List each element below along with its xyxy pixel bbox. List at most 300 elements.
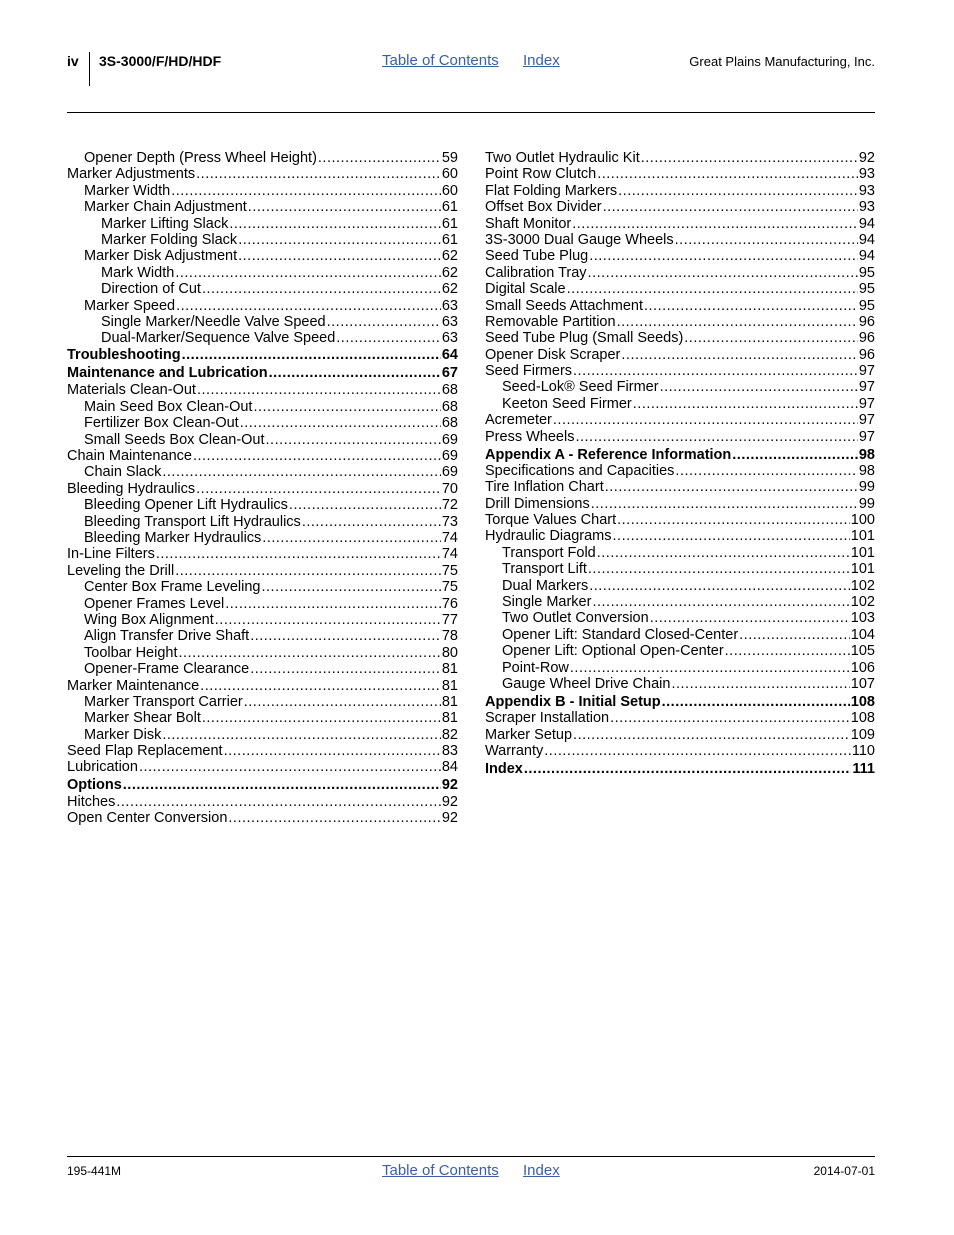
toc-leader-dots [250, 628, 441, 644]
toc-entry[interactable] [485, 512, 875, 528]
toc-entry-page: 95 [858, 297, 875, 314]
toc-entry-page: 99 [858, 479, 875, 496]
toc-entry[interactable] [67, 448, 458, 464]
toc-entry[interactable] [67, 743, 458, 759]
toc-entry-page: 93 [858, 166, 875, 183]
toc-leader-dots [641, 150, 858, 166]
toc-entry-label: Marker Chain Adjustment [84, 199, 247, 216]
toc-entry-label: Chain Maintenance [67, 448, 192, 465]
toc-entry-page: 94 [858, 215, 875, 232]
toc-entry-label: Direction of Cut [101, 281, 201, 298]
toc-entry-label: Digital Scale [485, 281, 566, 298]
toc-entry-label: Center Box Frame Leveling [84, 579, 261, 596]
toc-entry-label: Marker Transport Carrier [84, 693, 243, 710]
toc-entry-page: 97 [858, 363, 875, 380]
toc-leader-dots [621, 347, 857, 363]
toc-entry-label: Calibration Tray [485, 264, 587, 281]
toc-leader-dots [575, 429, 857, 445]
toc-entry-label: Offset Box Divider [485, 199, 602, 216]
toc-leader-dots [588, 561, 850, 577]
toc-entry-label: Main Seed Box Clean-Out [84, 398, 253, 415]
toc-entry[interactable] [67, 347, 458, 363]
toc-entry-label: Leveling the Drill [67, 562, 175, 579]
toc-entry-page: 72 [441, 497, 458, 514]
toc-entry-label: Marker Maintenance [67, 677, 200, 694]
toc-entry[interactable] [485, 447, 875, 463]
toc-entry-page: 74 [441, 529, 458, 546]
toc-entry[interactable] [485, 232, 875, 248]
toc-entry[interactable] [67, 579, 458, 595]
toc-entry-label: Maintenance and Lubrication [67, 364, 268, 381]
toc-entry-label: Small Seeds Attachment [485, 297, 643, 314]
toc-leader-dots [116, 794, 441, 810]
page-number-roman: iv [67, 53, 79, 69]
toc-entry-page: 61 [441, 215, 458, 232]
toc-entry-page: 81 [441, 677, 458, 694]
toc-entry-label: Bleeding Hydraulics [67, 480, 196, 497]
toc-entry-label: Acremeter [485, 412, 552, 429]
toc-entry-page: 103 [850, 610, 875, 627]
toc-leader-dots [193, 448, 441, 464]
toc-entry[interactable] [67, 216, 458, 232]
toc-entry-label: Hydraulic Diagrams [485, 528, 612, 545]
toc-entry-label: Wing Box Alignment [84, 611, 214, 628]
toc-leader-dots [224, 743, 441, 759]
toc-entry-label: In-Line Filters [67, 546, 155, 563]
toc-entry[interactable] [67, 497, 458, 513]
toc-entry[interactable] [67, 514, 458, 530]
toc-entry-page: 78 [441, 628, 458, 645]
toc-entry[interactable] [485, 150, 875, 166]
toc-entry[interactable] [67, 432, 458, 448]
toc-entry-label: Scraper Installation [485, 710, 610, 727]
toc-leader-dots [318, 150, 441, 166]
toc-entry[interactable] [485, 727, 875, 743]
toc-leader-dots [238, 248, 441, 264]
toc-entry-label: Appendix A - Reference Information [485, 446, 732, 463]
toc-entry-label: Keeton Seed Firmer [502, 395, 632, 412]
toc-leader-dots [573, 727, 850, 743]
toc-entry[interactable] [485, 643, 875, 659]
toc-entry-label: Appendix B - Initial Setup [485, 693, 661, 710]
toc-leader-dots [240, 415, 441, 431]
toc-entry-label: Dual Markers [502, 577, 589, 594]
toc-leader-dots [156, 546, 441, 562]
toc-entry-page: 75 [441, 562, 458, 579]
toc-entry[interactable] [67, 365, 458, 381]
toc-entry-label: Fertilizer Box Clean-Out [84, 415, 239, 432]
toc-leader-dots [591, 496, 858, 512]
toc-entry-label: Opener-Frame Clearance [84, 661, 250, 678]
toc-entry-page: 110 [851, 743, 875, 760]
toc-entry-page: 97 [858, 428, 875, 445]
model-title: 3S-3000/F/HD/HDF [99, 53, 222, 69]
toc-leader-dots [162, 464, 440, 480]
toc-leader-dots [262, 579, 441, 595]
toc-leader-dots [597, 545, 850, 561]
toc-leader-dots [553, 412, 858, 428]
toc-entry[interactable] [485, 429, 875, 445]
toc-entry-label: Marker Lifting Slack [101, 215, 229, 232]
toc-leader-dots [644, 298, 858, 314]
revision-date: 2014-07-01 [813, 1164, 875, 1178]
toc-entry[interactable] [67, 678, 458, 694]
index-link-header[interactable]: Index [523, 52, 560, 69]
toc-entry[interactable] [485, 610, 875, 626]
toc-entry-page: 94 [858, 231, 875, 248]
toc-entry[interactable] [485, 248, 875, 264]
toc-entry-page: 59 [441, 150, 458, 166]
toc-entry-label: Mark Width [101, 264, 175, 281]
toc-entry[interactable] [67, 199, 458, 215]
toc-entry[interactable] [485, 594, 875, 610]
toc-entry[interactable] [67, 661, 458, 677]
toc-entry-label: Two Outlet Hydraulic Kit [485, 150, 640, 166]
toc-leader-dots [725, 643, 850, 659]
toc-leader-dots [262, 530, 441, 546]
toc-entry[interactable] [67, 183, 458, 199]
toc-entry-label: 3S-3000 Dual Gauge Wheels [485, 231, 674, 248]
toc-leader-dots [650, 610, 850, 626]
toc-leader-dots [139, 759, 441, 775]
toc-entry[interactable] [485, 166, 875, 182]
toc-entry-page: 69 [441, 464, 458, 481]
toc-leader-dots [196, 481, 441, 497]
toc-leader-dots [182, 347, 441, 363]
toc-leader-dots [175, 265, 441, 281]
toc-entry-label: Press Wheels [485, 428, 575, 445]
toc-entry-page: 84 [441, 759, 458, 776]
toc-entry[interactable] [485, 363, 875, 379]
toc-entry[interactable] [485, 347, 875, 363]
toc-entry-page: 80 [441, 644, 458, 661]
toc-entry-page: 62 [441, 264, 458, 281]
toc-entry[interactable] [67, 298, 458, 314]
toc-entry-page: 63 [441, 313, 458, 330]
toc-entry-page: 105 [850, 643, 875, 660]
toc-entry-page: 62 [441, 248, 458, 265]
index-link-footer[interactable]: Index [523, 1162, 560, 1179]
toc-entry-label: Opener Disk Scraper [485, 346, 621, 363]
toc-leader-dots [617, 314, 858, 330]
toc-leader-dots [589, 578, 850, 594]
toc-entry-label: Bleeding Opener Lift Hydraulics [84, 497, 288, 514]
toc-entry-page: 60 [441, 182, 458, 199]
toc-leader-dots [266, 432, 441, 448]
toc-leader-dots [597, 166, 858, 182]
toc-entry[interactable] [67, 794, 458, 810]
toc-leader-dots [228, 810, 440, 826]
toc-entry-page: 98 [858, 446, 875, 463]
toc-entry[interactable] [67, 727, 458, 743]
toc-entry-label: Marker Disk [84, 726, 162, 743]
toc-leader-dots [633, 396, 858, 412]
toc-entry-label: Transport Fold [502, 544, 596, 561]
toc-entry-label: Transport Lift [502, 561, 587, 578]
toc-leader-dots [197, 382, 441, 398]
toc-entry-page: 69 [441, 431, 458, 448]
toc-entry-page: 83 [441, 743, 458, 760]
toc-entry[interactable] [67, 759, 458, 775]
toc-entry-label: Specifications and Capacities [485, 462, 675, 479]
toc-entry-label: Bleeding Transport Lift Hydraulics [84, 513, 301, 530]
company-name: Great Plains Manufacturing, Inc. [689, 54, 875, 69]
toc-entry-label: Seed-Lok® Seed Firmer [502, 379, 659, 396]
toc-entry[interactable] [485, 298, 875, 314]
toc-entry[interactable] [67, 563, 458, 579]
toc-entry[interactable] [67, 810, 458, 826]
toc-entry[interactable] [67, 546, 458, 562]
toc-leader-dots [175, 563, 441, 579]
toc-entry-label: Options [67, 777, 122, 794]
toc-entry-page: 93 [858, 182, 875, 199]
toc-leader-dots [588, 265, 858, 281]
toc-entry[interactable] [485, 183, 875, 199]
toc-entry[interactable] [67, 777, 458, 793]
toc-entry[interactable] [485, 330, 875, 346]
toc-link-footer[interactable]: Table of Contents [382, 1162, 499, 1179]
toc-entry-page: 81 [441, 693, 458, 710]
toc-entry-label: Marker Shear Bolt [84, 710, 201, 727]
toc-leader-dots [610, 710, 850, 726]
toc-leader-dots [567, 281, 858, 297]
toc-entry[interactable] [485, 561, 875, 577]
toc-leader-dots [589, 248, 858, 264]
toc-entry[interactable] [67, 166, 458, 182]
toc-entry[interactable] [485, 578, 875, 594]
toc-leader-dots [176, 298, 441, 314]
toc-leader-dots [573, 363, 858, 379]
toc-leader-dots [215, 612, 441, 628]
toc-entry-label: Opener Depth (Press Wheel Height) [84, 150, 317, 166]
toc-entry-label: Point-Row [502, 659, 569, 676]
toc-entry-page: 93 [858, 199, 875, 216]
toc-entry[interactable] [67, 399, 458, 415]
toc-entry-page: 92 [858, 150, 875, 166]
toc-entry-label: Warranty [485, 743, 544, 760]
toc-entry-page: 109 [850, 726, 875, 743]
toc-entry[interactable] [485, 199, 875, 215]
toc-leader-dots [202, 710, 441, 726]
toc-entry[interactable] [485, 379, 875, 395]
toc-entry-label: Dual-Marker/Sequence Valve Speed [101, 330, 336, 347]
toc-entry-page: 67 [441, 364, 458, 381]
toc-entry-page: 97 [858, 379, 875, 396]
toc-entry-label: Open Center Conversion [67, 810, 228, 827]
toc-entry[interactable] [485, 694, 875, 710]
toc-entry-page: 76 [441, 595, 458, 612]
toc-entry[interactable] [485, 463, 875, 479]
toc-entry-page: 68 [441, 398, 458, 415]
toc-entry-label: Marker Setup [485, 726, 573, 743]
toc-entry-page: 108 [850, 693, 875, 710]
toc-entry[interactable] [67, 530, 458, 546]
toc-leader-dots [570, 660, 850, 676]
toc-entry[interactable] [485, 743, 875, 759]
toc-leader-dots [675, 232, 858, 248]
toc-entry-label: Lubrication [67, 759, 138, 776]
toc-entry[interactable] [67, 645, 458, 661]
toc-entry[interactable] [67, 415, 458, 431]
toc-entry-page: 92 [441, 810, 458, 827]
toc-entry-label: Marker Adjustments [67, 166, 196, 183]
toc-entry-page: 62 [441, 281, 458, 298]
toc-leader-dots [613, 528, 850, 544]
toc-entry-page: 111 [852, 760, 875, 777]
toc-leader-dots [162, 727, 441, 743]
toc-entry-label: Index [485, 760, 523, 777]
toc-entry-page: 102 [850, 594, 875, 611]
toc-leader-dots [572, 216, 858, 232]
toc-entry[interactable] [485, 314, 875, 330]
toc-entry[interactable] [485, 710, 875, 726]
toc-entry-page: 61 [441, 199, 458, 216]
toc-leader-dots [732, 447, 858, 463]
toc-entry[interactable] [67, 265, 458, 281]
toc-leader-dots [618, 183, 858, 199]
toc-entry[interactable] [485, 496, 875, 512]
toc-entry[interactable] [485, 660, 875, 676]
toc-entry-label: Two Outlet Conversion [502, 610, 649, 627]
toc-entry[interactable] [67, 710, 458, 726]
toc-entry[interactable] [485, 265, 875, 281]
toc-entry[interactable] [485, 627, 875, 643]
toc-entry-page: 92 [441, 793, 458, 810]
toc-entry-page: 101 [850, 544, 875, 561]
toc-leader-dots [202, 281, 441, 297]
toc-entry-page: 102 [850, 577, 875, 594]
toc-entry-label: Bleeding Marker Hydraulics [84, 529, 262, 546]
toc-leader-dots [200, 678, 441, 694]
toc-entry-page: 61 [441, 231, 458, 248]
toc-entry-page: 94 [858, 248, 875, 265]
toc-entry-page: 97 [858, 412, 875, 429]
toc-leader-dots [684, 330, 858, 346]
toc-leader-dots [617, 512, 850, 528]
toc-entry-label: Removable Partition [485, 313, 616, 330]
toc-leader-dots [253, 399, 440, 415]
toc-entry-label: Materials Clean-Out [67, 382, 196, 399]
toc-entry[interactable] [67, 150, 458, 166]
toc-entry[interactable] [67, 612, 458, 628]
toc-entry-label: Marker Width [84, 182, 171, 199]
toc-entry[interactable] [67, 382, 458, 398]
toc-entry-page: 98 [858, 462, 875, 479]
toc-column-left [67, 150, 458, 827]
header-divider [89, 52, 90, 86]
toc-entry-page: 100 [850, 512, 875, 529]
toc-entry[interactable] [485, 396, 875, 412]
toc-leader-dots [327, 314, 441, 330]
toc-entry-page: 96 [858, 313, 875, 330]
toc-entry[interactable] [67, 248, 458, 264]
document-number: 195-441M [67, 1164, 122, 1178]
toc-entry-page: 82 [441, 726, 458, 743]
toc-leader-dots [302, 514, 441, 530]
toc-entry-page: 96 [858, 346, 875, 363]
toc-entry[interactable] [67, 596, 458, 612]
toc-entry[interactable] [485, 528, 875, 544]
toc-leader-dots [524, 761, 852, 777]
toc-entry[interactable] [485, 216, 875, 232]
toc-entry[interactable] [67, 481, 458, 497]
toc-entry-label: Single Marker/Needle Valve Speed [101, 313, 326, 330]
toc-entry[interactable] [67, 330, 458, 346]
toc-entry[interactable] [485, 545, 875, 561]
toc-entry[interactable] [67, 232, 458, 248]
toc-leader-dots [660, 379, 858, 395]
toc-entry[interactable] [67, 281, 458, 297]
toc-entry-page: 63 [441, 330, 458, 347]
toc-entry-page: 75 [441, 579, 458, 596]
toc-entry[interactable] [67, 464, 458, 480]
toc-leader-dots [225, 596, 441, 612]
toc-leader-dots [196, 166, 441, 182]
toc-entry-label: Troubleshooting [67, 346, 181, 363]
toc-leader-dots [250, 661, 441, 677]
toc-entry-label: Chain Slack [84, 464, 162, 481]
toc-entry-page: 106 [850, 659, 875, 676]
toc-entry-label: Shaft Monitor [485, 215, 572, 232]
toc-entry-page: 69 [441, 448, 458, 465]
toc-entry-label: Marker Speed [84, 297, 176, 314]
toc-entry-page: 68 [441, 415, 458, 432]
toc-leader-dots [171, 183, 441, 199]
toc-entry-label: Seed Tube Plug [485, 248, 589, 265]
toc-link-header[interactable]: Table of Contents [382, 52, 499, 69]
footer-rule [67, 1156, 875, 1157]
toc-entry[interactable] [485, 479, 875, 495]
toc-entry-label: Tire Inflation Chart [485, 479, 604, 496]
toc-leader-dots [605, 479, 858, 495]
toc-entry-page: 73 [441, 513, 458, 530]
toc-entry-page: 92 [441, 777, 458, 794]
toc-entry-label: Opener Frames Level [84, 595, 225, 612]
toc-entry-label: Torque Values Chart [485, 512, 617, 529]
toc-entry-page: 107 [850, 676, 875, 692]
toc-entry[interactable] [67, 694, 458, 710]
toc-entry[interactable] [67, 314, 458, 330]
toc-entry-page: 74 [441, 546, 458, 563]
toc-entry-page: 97 [858, 395, 875, 412]
toc-leader-dots [336, 330, 441, 346]
toc-entry-label: Toolbar Height [84, 644, 178, 661]
toc-leader-dots [244, 694, 441, 710]
toc-leader-dots [248, 199, 441, 215]
toc-entry[interactable] [485, 281, 875, 297]
toc-entry-label: Single Marker [502, 594, 592, 611]
toc-entry[interactable] [485, 761, 875, 777]
toc-entry-label: Drill Dimensions [485, 495, 590, 512]
toc-entry-label: Opener Lift: Optional Open-Center [502, 643, 724, 660]
toc-entry-page: 101 [850, 528, 875, 545]
toc-entry-page: 64 [441, 346, 458, 363]
toc-entry[interactable] [485, 412, 875, 428]
header-rule [67, 112, 875, 113]
toc-leader-dots [123, 777, 441, 793]
toc-entry[interactable] [67, 628, 458, 644]
toc-entry[interactable] [485, 676, 875, 692]
toc-leader-dots [739, 627, 850, 643]
toc-entry-label: Gauge Wheel Drive Chain [502, 676, 671, 692]
toc-leader-dots [179, 645, 441, 661]
toc-entry-page: 68 [441, 382, 458, 399]
toc-entry-label: Seed Firmers [485, 363, 573, 380]
toc-entry-label: Seed Flap Replacement [67, 743, 223, 760]
toc-leader-dots [662, 694, 850, 710]
toc-entry-label: Point Row Clutch [485, 166, 597, 183]
toc-entry-page: 81 [441, 710, 458, 727]
